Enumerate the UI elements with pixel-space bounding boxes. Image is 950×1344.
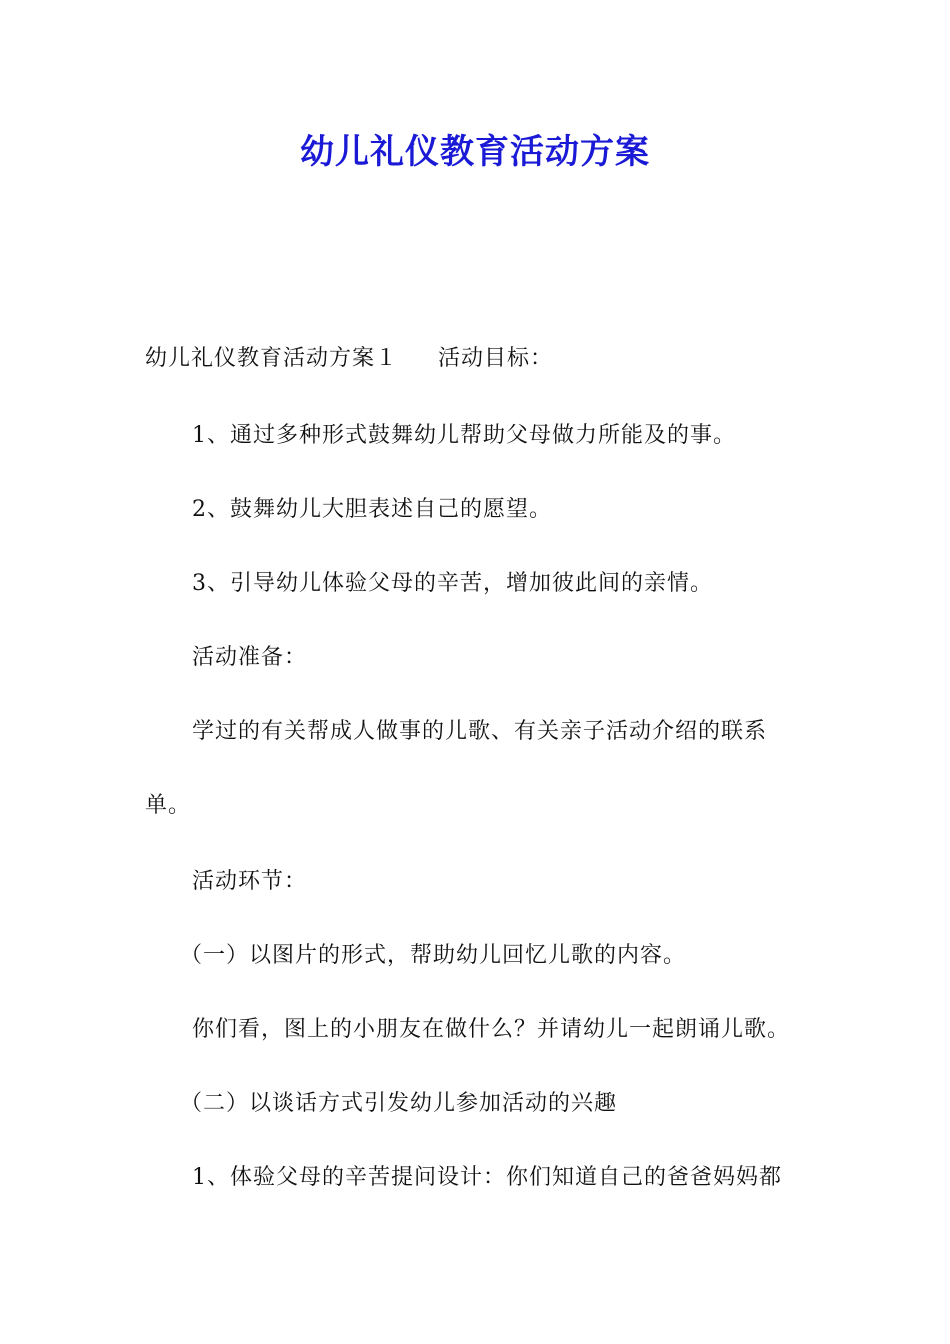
paragraph-line: 2、鼓舞幼儿大胆表述自己的愿望。 — [192, 497, 552, 522]
paragraph-line: 3、引导幼儿体验父母的辛苦，增加彼此间的亲情。 — [192, 571, 713, 596]
document-title: 幼儿礼仪教育活动方案 — [300, 132, 650, 172]
paragraph-line: 你们看，图上的小朋友在做什么？并请幼儿一起朗诵儿歌。 — [192, 1017, 791, 1042]
paragraph-line: （二）以谈话方式引发幼儿参加活动的兴趣 — [180, 1091, 618, 1116]
paragraph-line: 活动准备： — [192, 645, 308, 670]
paragraph-line: 1、通过多种形式鼓舞幼儿帮助父母做力所能及的事。 — [192, 423, 736, 448]
subsection-heading: 活动目标： — [438, 346, 554, 371]
section-heading: 幼儿礼仪教育活动方案１ — [145, 346, 399, 371]
paragraph-line: 1、体验父母的辛苦提问设计：你们知道自己的爸爸妈妈都 — [192, 1165, 782, 1190]
section-heading-line — [145, 343, 553, 375]
paragraph-line: 活动环节： — [192, 869, 308, 894]
paragraph-line: 单。 — [145, 793, 192, 818]
paragraph-line: （一）以图片的形式，帮助幼儿回忆儿歌的内容。 — [180, 943, 687, 968]
paragraph-line: 学过的有关帮成人做事的儿歌、有关亲子活动介绍的联系 — [192, 719, 768, 744]
